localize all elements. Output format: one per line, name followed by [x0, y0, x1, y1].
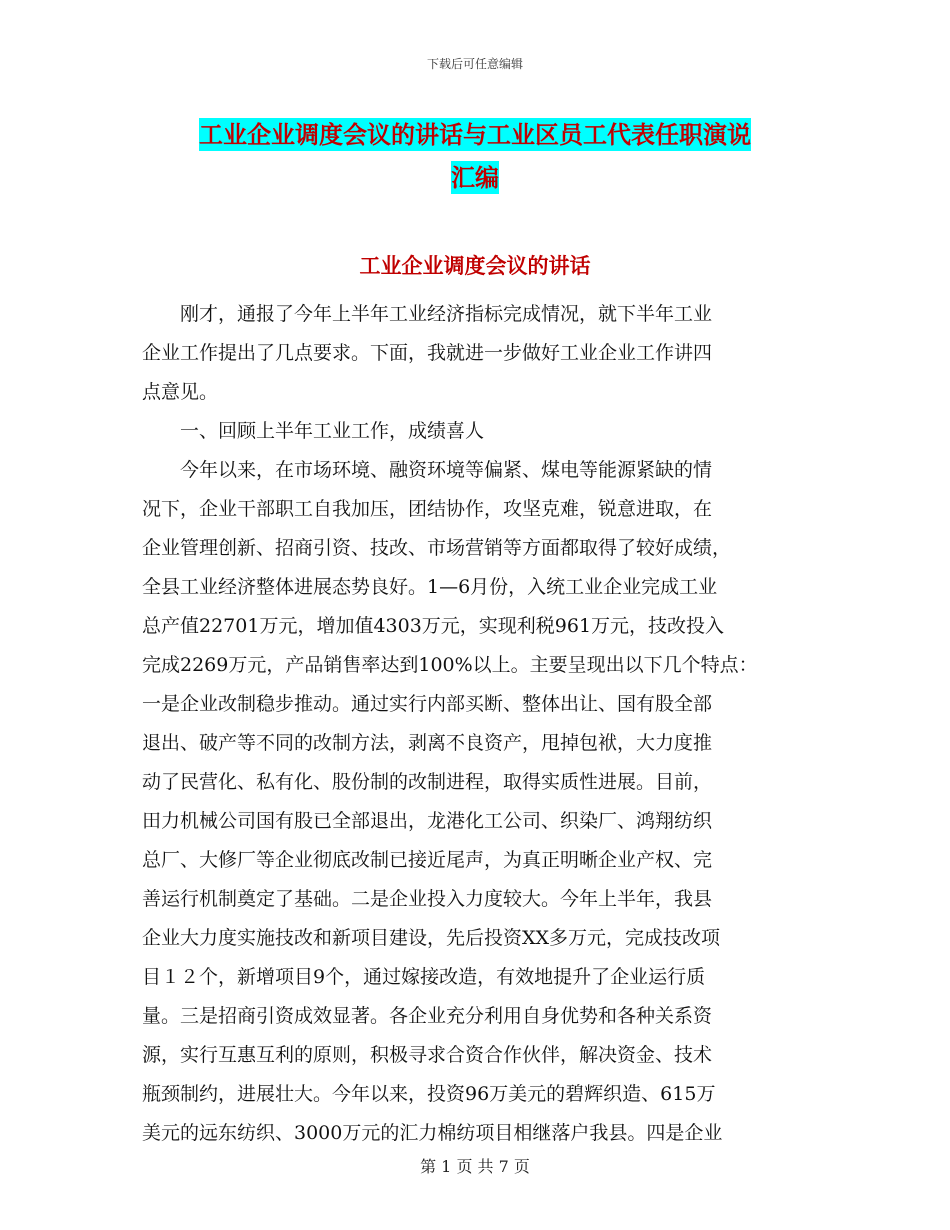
- body-line: 刚才，通报了今年上半年工业经济指标完成情况，就下半年工业: [142, 303, 713, 325]
- page-footer: 第 1 页 共 7 页: [420, 1157, 530, 1176]
- body-line: 退出、破产等不同的改制方法，剥离不良资产，甩掉包袱，大力度推: [142, 732, 713, 754]
- body-line: 况下，企业干部职工自我加压，团结协作，攻坚克难，锐意进取，在: [142, 498, 713, 520]
- document-title-line-2: [0, 158, 950, 193]
- document-title-text-2: 汇编: [451, 163, 499, 192]
- body-line: 总厂、大修厂等企业彻底改制已接近尾声，为真正明晰企业产权、完: [142, 849, 713, 871]
- body-line: 美元的远东纺织、3000万元的汇力棉纺项目相继落户我县。四是企业: [142, 1122, 723, 1144]
- document-title-line-1: [0, 115, 950, 150]
- body-line: 点意见。: [142, 381, 219, 403]
- body-text: [142, 295, 802, 1153]
- body-line: 一、回顾上半年工业工作，成绩喜人: [142, 420, 485, 442]
- body-line: 企业管理创新、招商引资、技改、市场营销等方面都取得了较好成绩，: [142, 537, 732, 559]
- body-line: 企业工作提出了几点要求。下面，我就进一步做好工业企业工作讲四: [142, 342, 713, 364]
- body-line: 田力机械公司国有股已全部退出，龙港化工公司、织染厂、鸿翔纺织: [142, 810, 713, 832]
- body-line: 企业大力度实施技改和新项目建设，先后投资XX多万元，完成技改项: [142, 927, 721, 949]
- body-line: 全县工业经济整体进展态势良好。1—6月份，入统工业企业完成工业: [142, 576, 718, 598]
- body-line: 一是企业改制稳步推动。通过实行内部买断、整体出让、国有股全部: [142, 693, 713, 715]
- body-line: 善运行机制奠定了基础。二是企业投入力度较大。今年上半年，我县: [142, 888, 713, 910]
- document-title-text-1: 工业企业调度会议的讲话与工业区员工代表任职演说: [199, 120, 751, 149]
- section-title: 工业企业调度会议的讲话: [359, 253, 591, 278]
- body-line: 量。三是招商引资成效显著。各企业充分利用自身优势和各种关系资: [142, 1005, 713, 1027]
- body-line: 瓶颈制约，进展壮大。今年以来，投资96万美元的碧辉织造、615万: [142, 1083, 716, 1105]
- body-line: 今年以来，在市场环境、融资环境等偏紧、煤电等能源紧缺的情: [142, 459, 713, 481]
- body-line: 完成2269万元，产品销售率达到100%以上。主要呈现出以下几个特点：: [142, 654, 758, 676]
- body-line: 目１２个，新增项目9个，通过嫁接改造，有效地提升了企业运行质: [142, 966, 706, 988]
- body-line: 总产值22701万元，增加值4303万元，实现利税961万元，技改投入: [142, 615, 725, 637]
- body-line: 源，实行互惠互利的原则，积极寻求合资合作伙伴，解决资金、技术: [142, 1044, 713, 1066]
- header-note: 下载后可任意编辑: [426, 57, 523, 71]
- body-line: 动了民营化、私有化、股份制的改制进程，取得实质性进展。目前，: [142, 771, 713, 793]
